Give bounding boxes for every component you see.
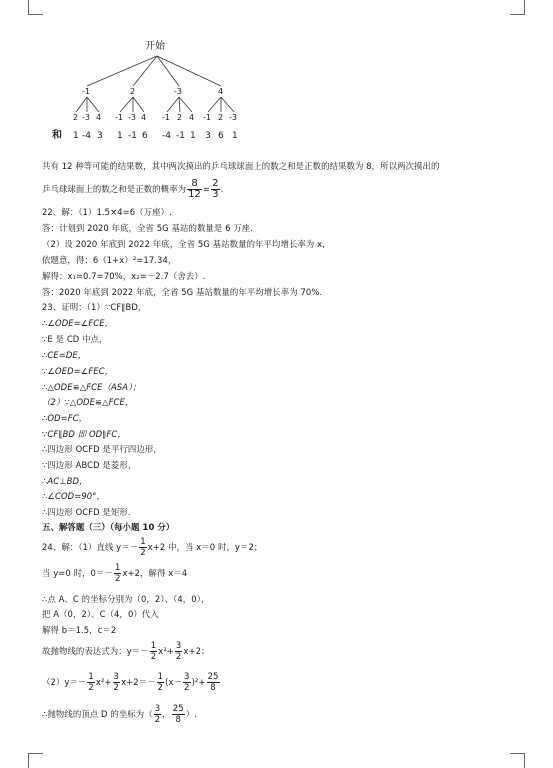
fraction-numerator: 3 xyxy=(113,672,120,682)
fraction xyxy=(183,672,191,693)
tree-sum: 6 xyxy=(218,131,224,141)
tree-node-first: 2 xyxy=(130,87,136,96)
text-line: ∴点 A、C 的坐标分别为（0，2）、（4，0）， xyxy=(42,594,210,604)
text-span: 当 y=0 时，0＝－ xyxy=(42,568,113,578)
formula-line xyxy=(42,704,197,725)
fraction-denominator: 2 xyxy=(88,683,94,693)
fraction-denominator: 3 xyxy=(212,189,219,200)
tree-sum: 1 xyxy=(117,131,123,141)
formula-line xyxy=(42,537,262,558)
text-span: （2）y＝－ xyxy=(42,677,87,687)
fraction-numerator: 1 xyxy=(88,672,94,682)
text-line: 解得 b＝1.5，c＝2 xyxy=(42,625,117,635)
fraction-numerator: 2 xyxy=(212,178,219,189)
fraction-numerator: 8 xyxy=(187,179,202,190)
fraction-numerator: 1 xyxy=(157,672,164,682)
text-line: ∴△ODE≌△FCE（ASA）； xyxy=(42,382,141,392)
text-line: 答：计划到 2020 年底，全省 5G 基站的数量是 6 万座. xyxy=(42,223,254,233)
tree-node-second: -3 xyxy=(229,113,237,122)
tree-sum: -1 xyxy=(128,131,137,141)
text-span: x²+ xyxy=(158,646,174,656)
crop-mark-top-left xyxy=(28,0,43,15)
tree-sum: -4 xyxy=(82,131,91,141)
fraction xyxy=(187,179,202,200)
tree-sum-label: 和 xyxy=(52,130,62,141)
tree-node-second: 4 xyxy=(189,113,195,122)
text-line: ∵四边形 ABCD 是菱形， xyxy=(42,460,137,470)
text-line: ∴AC⊥BD， xyxy=(42,476,88,486)
text-line: ∴四边形 OCFD 是平行四边形， xyxy=(42,444,162,454)
fraction xyxy=(172,704,185,725)
text-span: 24、解：（1）直线 y＝－ xyxy=(42,542,139,552)
tree-node-second: 2 xyxy=(73,113,79,122)
tree-sum: 6 xyxy=(142,131,148,141)
fraction xyxy=(113,672,121,693)
formula-line xyxy=(42,563,187,584)
fraction-denominator: 2 xyxy=(140,548,146,558)
text-line: （2）∵△ODE≌△FCE， xyxy=(42,397,134,407)
tree-node-second: 4 xyxy=(96,113,102,122)
text-line: 把 A（0，2）、C（4，0）代入 xyxy=(42,609,159,619)
text-line: 共有 12 种等可能的结果数，其中两次摸出的乒乓球球面上的数之和是正数的结果数为 8，所以两次摸出的 xyxy=(42,161,440,171)
text-span: = xyxy=(203,184,211,194)
tree-sum: 1 xyxy=(190,131,196,141)
tree-sum: 3 xyxy=(205,131,211,141)
text-line: ∴CE=DE， xyxy=(42,350,87,360)
text-line: ∵∠OED=∠FEC， xyxy=(42,366,114,376)
text-span: x+2； xyxy=(183,646,210,656)
section-heading: 五、解答题（三）（每小题 10 分） xyxy=(42,522,175,532)
text-line: ∴OD=FC， xyxy=(42,413,88,423)
fraction-numerator: 25 xyxy=(172,704,184,714)
tree-sum: -4 xyxy=(162,131,171,141)
text-span: x+2 中，当 x＝0 时，y＝2； xyxy=(147,542,263,552)
fraction xyxy=(157,672,165,693)
text-line: 23、证明：（1）∵CF∥BD， xyxy=(42,302,147,312)
tree-node-second: -1 xyxy=(162,113,170,122)
fraction-denominator: 2 xyxy=(114,574,121,584)
text-span: . xyxy=(220,184,224,194)
text-line: （2）设 2020 年底到 2022 年底，全省 5G 基站数量的年平均增长率为 x, xyxy=(42,239,325,249)
tree-node-second: -1 xyxy=(115,113,123,122)
fraction xyxy=(114,563,122,584)
tree-start-label: 开始 xyxy=(145,41,165,52)
text-span: 乒乓球球面上的数之和是正数的概率为 xyxy=(42,184,187,194)
text-span: ）. xyxy=(185,709,198,719)
tree-sum: 3 xyxy=(97,131,103,141)
tree-node-first: -1 xyxy=(82,87,90,96)
fraction-denominator: 8 xyxy=(175,715,181,725)
fraction-numerator: 3 xyxy=(154,704,161,714)
tree-node-second: 2 xyxy=(177,113,183,122)
fraction xyxy=(211,179,219,200)
fraction-denominator: 2 xyxy=(157,683,164,693)
tree-node-second: 4 xyxy=(141,113,147,122)
text-span: x+2，解得 x＝4 xyxy=(122,568,188,578)
fraction-numerator: 1 xyxy=(140,537,146,547)
formula-line xyxy=(42,641,210,662)
text-line: 答：2020 年底到 2022 年底，全省 5G 基站数量的年平均增长率为 70%. xyxy=(42,287,323,297)
tree-node-second: -3 xyxy=(82,113,90,122)
fraction-denominator: 2 xyxy=(150,652,157,662)
text-line: 依题意，得：6（1+x）²=17.34， xyxy=(42,255,177,265)
tree-node-second: -1 xyxy=(203,113,211,122)
text-span: ， xyxy=(162,709,171,719)
text-line: ∴∠ODE=∠FCE， xyxy=(42,318,114,328)
tree-sum: -1 xyxy=(176,131,185,141)
probability-tree-diagram xyxy=(40,40,280,150)
fraction-denominator: 2 xyxy=(175,652,182,662)
fraction-denominator: 2 xyxy=(113,683,120,693)
fraction xyxy=(139,537,147,558)
fraction-numerator: 1 xyxy=(150,641,157,651)
tree-node-first: -3 xyxy=(174,87,182,96)
tree-node-first: 4 xyxy=(218,87,224,96)
fraction-denominator: 8 xyxy=(210,683,216,693)
tree-node-second: -3 xyxy=(128,113,136,122)
text-span: ∴抛物线的顶点 D 的坐标为（ xyxy=(42,709,153,719)
crop-mark-top-right xyxy=(510,0,525,15)
fraction xyxy=(150,641,158,662)
probability-line xyxy=(42,179,223,200)
tree-sum: 1 xyxy=(73,131,79,141)
text-line: ∵CF∥BD 即 OD∥FC， xyxy=(42,429,126,439)
fraction xyxy=(207,672,220,693)
crop-mark-bottom-left xyxy=(28,753,43,768)
text-span: (x－ xyxy=(165,677,183,687)
text-span: x+2＝－ xyxy=(121,677,156,687)
text-span: 故抛物线的表达式为：y＝－ xyxy=(42,646,149,656)
fraction-numerator: 3 xyxy=(175,641,182,651)
crop-mark-bottom-right xyxy=(510,753,525,768)
text-line: ∵E 是 CD 中点， xyxy=(42,334,108,344)
fraction xyxy=(87,672,95,693)
text-line: 解得：x₁=0.7=70%，x₂=－2.7（舍去）. xyxy=(42,271,206,281)
fraction-denominator: 2 xyxy=(154,715,161,725)
text-line: 22、解：（1）1.5×4=6（万座）. xyxy=(42,207,172,217)
fraction-numerator: 25 xyxy=(207,672,219,682)
fraction-numerator: 1 xyxy=(114,563,121,573)
fraction xyxy=(175,641,183,662)
formula-line xyxy=(42,672,221,693)
fraction-denominator: 12 xyxy=(188,189,202,200)
fraction xyxy=(154,704,162,725)
text-line: ∴四边形 OCFD 是矩形. xyxy=(42,507,131,517)
fraction-denominator: 2 xyxy=(184,683,190,693)
tree-node-second: 2 xyxy=(218,113,224,122)
text-span: x²+ xyxy=(95,677,112,687)
text-span: )²+ xyxy=(191,677,206,687)
tree-sum: 1 xyxy=(232,131,238,141)
fraction-numerator: 3 xyxy=(184,672,190,682)
text-line: ∴∠COD=90°， xyxy=(42,491,105,501)
